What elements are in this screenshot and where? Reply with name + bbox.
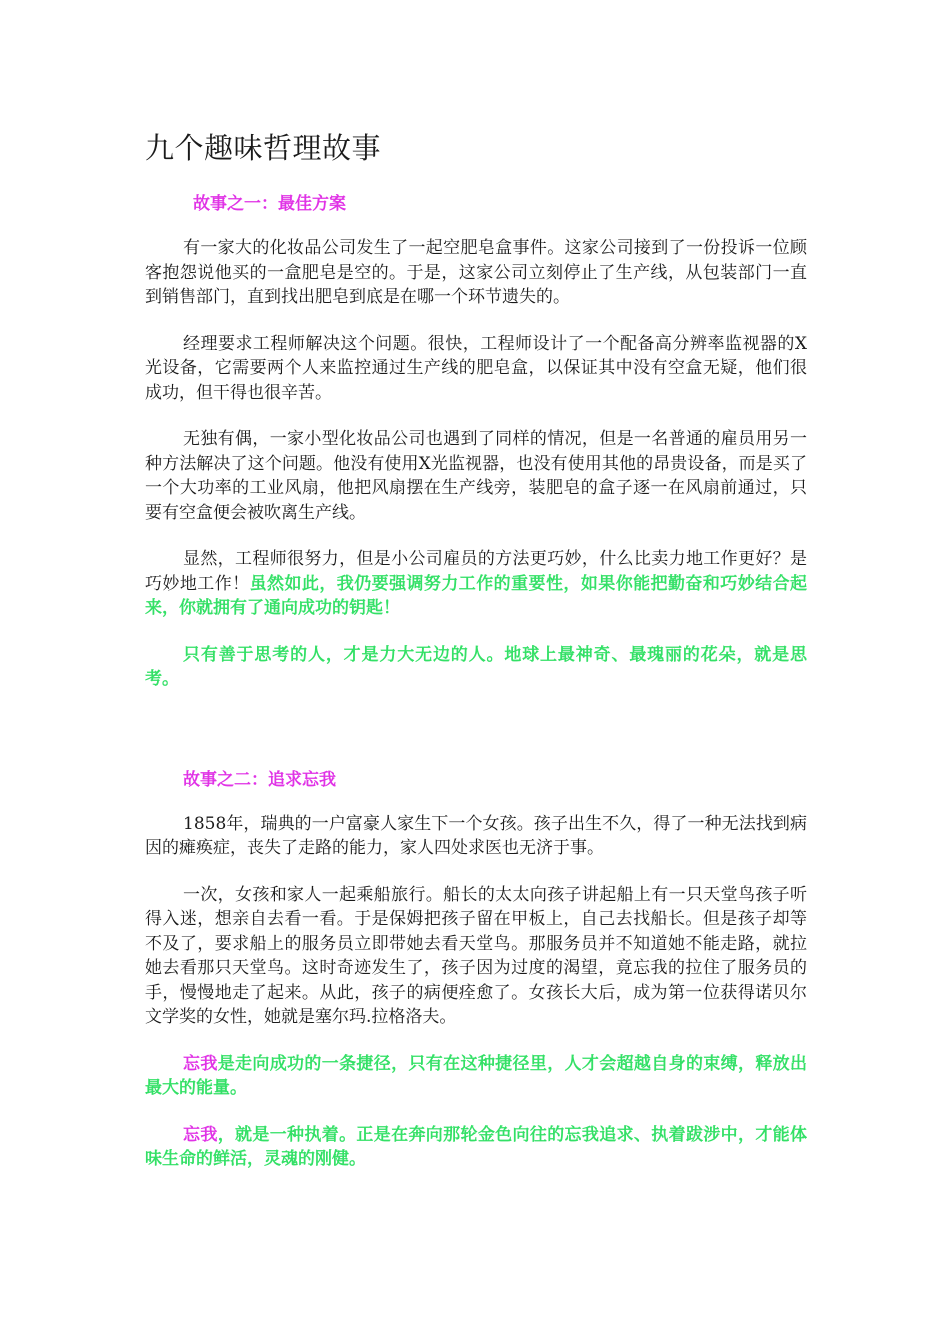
story-2-paragraph-4-keyword: 忘我 (183, 1124, 218, 1145)
story-1-paragraph-5: 只有善于思考的人，才是力大无边的人。地球上最神奇、最瑰丽的花朵，就是思考。 (145, 644, 807, 689)
story-2-paragraph-3-emphasis: 是走向成功的一条捷径，只有在这种捷径里，人才会超越自身的束缚，释放出最大的能量。 (145, 1053, 808, 1098)
document-title: 九个趣味哲理故事 (145, 131, 382, 165)
story-1-paragraph-4 (145, 547, 807, 621)
story-1-heading: 故事之一：最佳方案 (193, 194, 346, 214)
story-2-paragraph-3 (145, 1052, 807, 1101)
story-1-paragraph-4-emphasis: 虽然如此，我仍要强调努力工作的重要性，如果你能把勤奋和巧妙结合起来，你就拥有了通向成功的钥匙！ (145, 573, 808, 618)
section-spacer (145, 714, 807, 768)
story-2-paragraph-1: 1858年，瑞典的一户富豪人家生下一个女孩。孩子出生不久，得了一种无法找到病因的瘫痪症，丧失了走路的能力，家人四处求医也无济于事。 (145, 813, 807, 858)
story-2-paragraph-2: 一次，女孩和家人一起乘船旅行。船长的太太向孩子讲起船上有一只天堂鸟孩子听得入迷，想亲自去看一看。于是保姆把孩子留在甲板上，自己去找船长。但是孩子却等不及了，要求船上的服务员立即带她去看天堂鸟。那服务员并不知道她不能走路，就拉她去看那只天堂鸟。这时奇迹发生了，孩子因为过度的渴望，竟忘我的拉住了服务员的手，慢慢地走了起来。从此，孩子的病便痊愈了。女孩长大后，成为第一位获得诺贝尔文学奖的女性，她就是塞尔玛.拉格洛夫。 (145, 884, 807, 1027)
story-2-paragraph-3-keyword: 忘我 (183, 1053, 218, 1074)
story-1-paragraph-1: 有一家大的化妆品公司发生了一起空肥皂盒事件。这家公司接到了一份投诉一位顾客抱怨说他买的一盒肥皂是空的。于是，这家公司立刻停止了生产线，从包装部门一直到销售部门，直到找出肥皂到底是在哪一个环节遗失的。 (145, 238, 807, 307)
document-page (145, 128, 807, 1194)
story-2-paragraph-4-emphasis: ，就是一种执着。正是在奔向那轮金色向往的忘我追求、执着跋涉中，才能体味生命的鲜活，灵魂的刚健。 (145, 1124, 808, 1169)
story-2-heading: 故事之二：追求忘我 (183, 769, 336, 790)
story-1-paragraph-4-text: 显然，工程师很努力，但是小公司雇员的方法更巧妙，什么比卖力地工作更好？是巧妙地工作！ (145, 549, 807, 594)
story-2-paragraph-4 (145, 1123, 807, 1172)
story-1-paragraph-2: 经理要求工程师解决这个问题。很快，工程师设计了一个配备高分辨率监视器的X光设备，它需要两个人来监控通过生产线的肥皂盒，以保证其中没有空盒无疑，他们很成功，但干得也很辛苦。 (145, 333, 807, 403)
story-1-paragraph-3: 无独有偶，一家小型化妆品公司也遇到了同样的情况，但是一名普通的雇员用另一种方法解决了这个问题。他没有使用X光监视器，也没有使用其他的昂贵设备，而是买了一个大功率的工业风扇，他把风扇摆在生产线旁，装肥皂的盒子逐一在风扇前通过，只要有空盒便会被吹离生产线。 (145, 429, 807, 523)
